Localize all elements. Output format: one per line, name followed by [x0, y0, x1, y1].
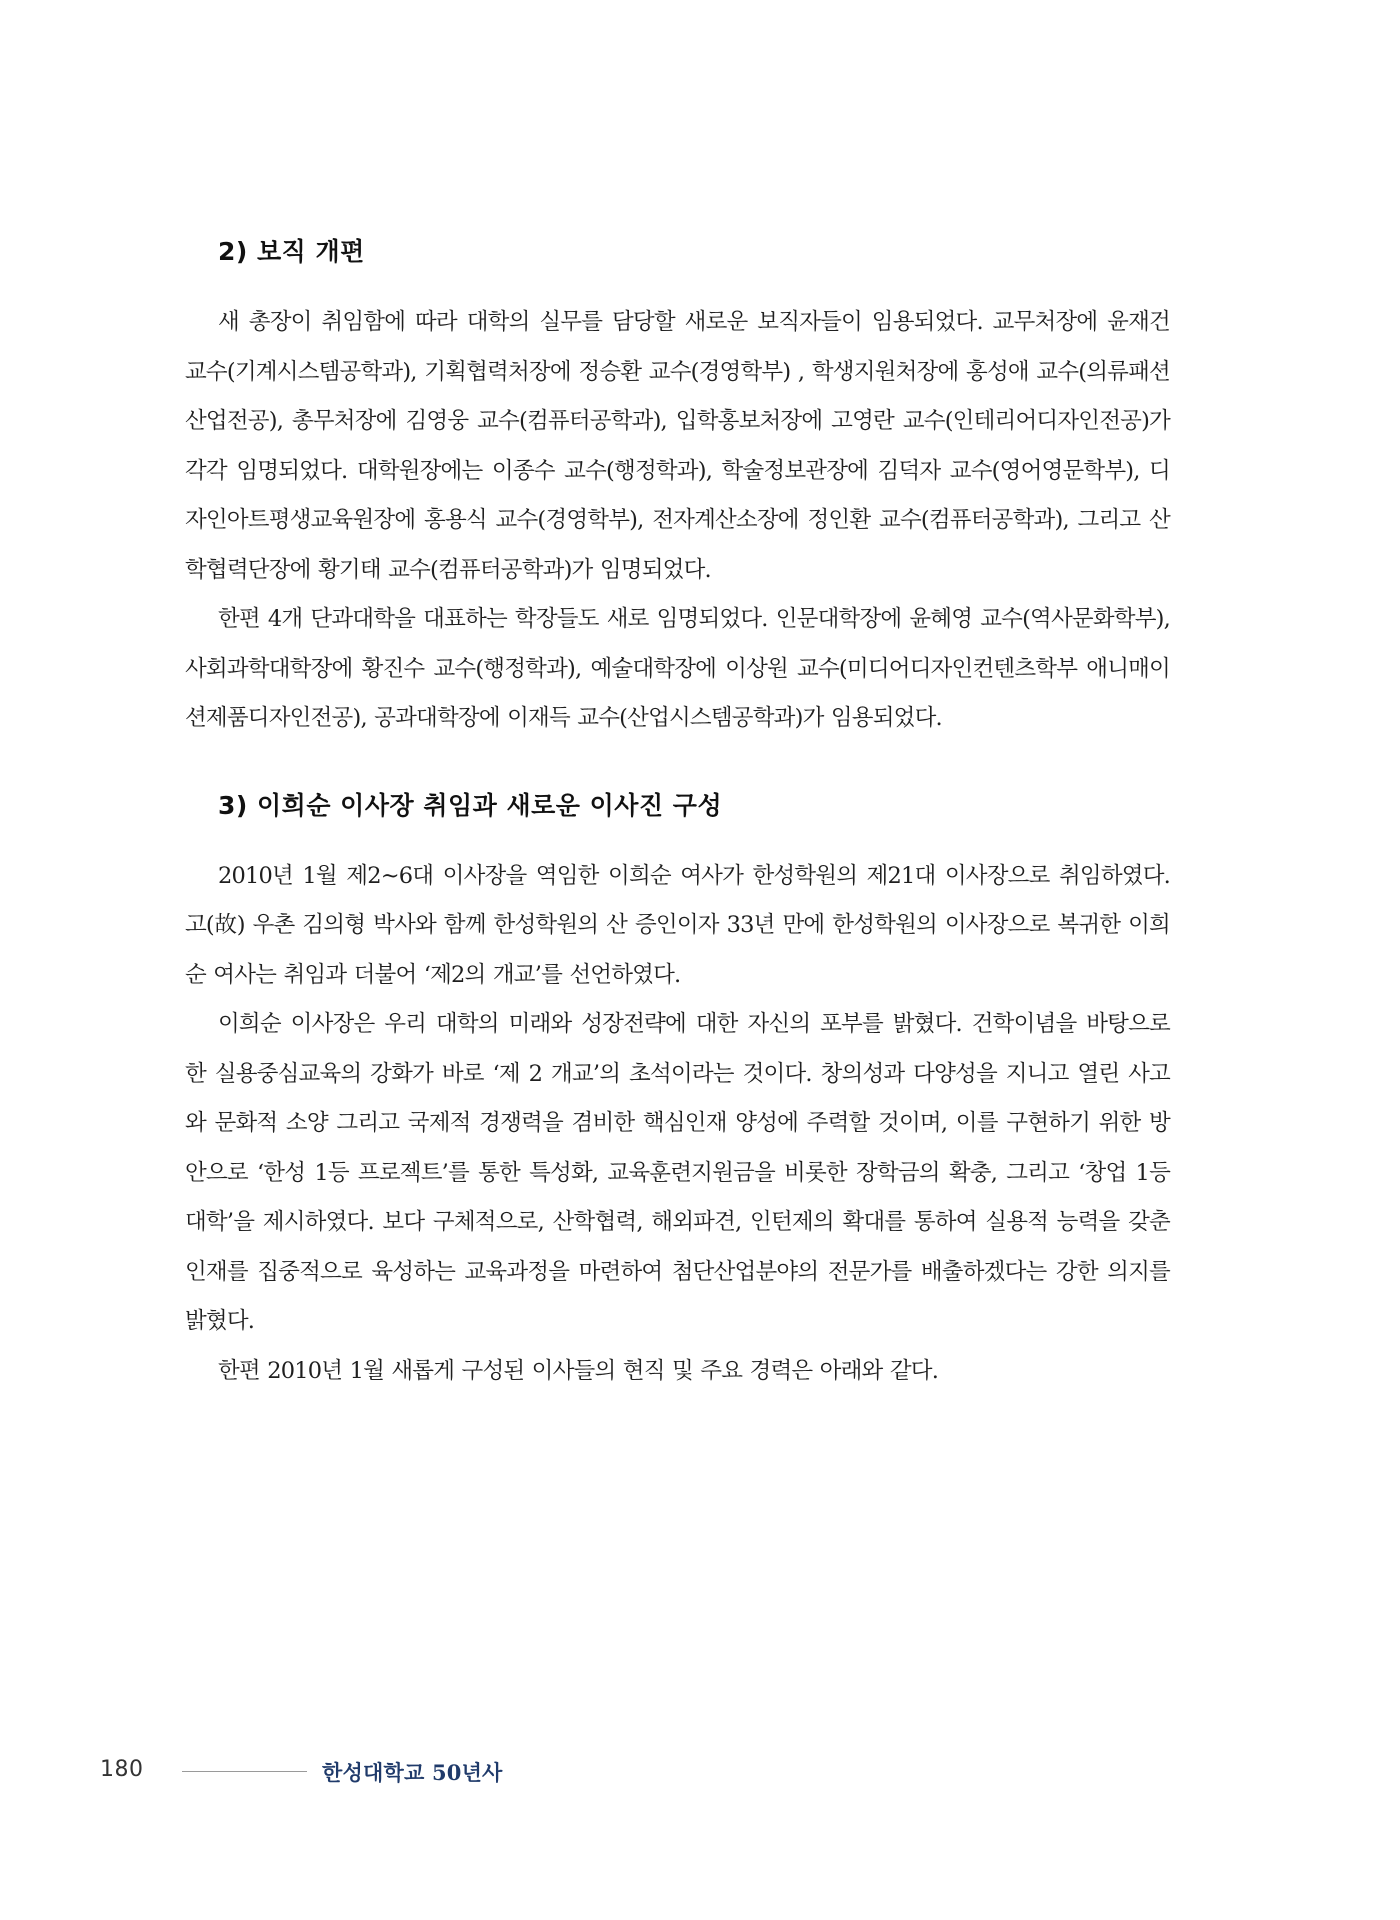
book-title: 한성대학교 50년사	[322, 1760, 503, 1785]
section-heading: 3) 이희순 이사장 취임과 새로운 이사진 구성	[218, 790, 723, 820]
section-heading: 2) 보직 개편	[218, 237, 365, 266]
paragraph: 새 총장이 취임함에 따라 대학의 실무를 담당할 새로운 보직자들이 임용되었다. 교무처장에 윤재건 교수(기계시스템공학과), 기획협력처장에 정승환 교수(경영학부) , 학생지원처장에 홍성애 교수(의류패션산업전공), 총무처장에 김영웅 교수(컴퓨터공학과), 입학홍보처장에 고영란 교수(인테리어디자인전공)가 각각 임명되었다. 대학원장에는 이종수 교수(행정학과), 학술정보관장에 김덕자 교수(영어영문학부), 디자인아트평생교육원장에 홍용식 교수(경영학부), 전자계산소장에 정인환 교수(컴퓨터공학과), 그리고 산학협력단장에 황기태 교수(컴퓨터공학과)가 임명되었다.	[185, 309, 1170, 583]
page-number: 180	[100, 1757, 144, 1782]
section-board-chair-inauguration	[185, 786, 1170, 1397]
paragraph: 2010년 1월 제2~6대 이사장을 역임한 이희순 여사가 한성학원의 제21대 이사장으로 취임하였다. 고(故) 우촌 김의형 박사와 함께 한성학원의 산 증인이자 33년 만에 한성학원의 이사장으로 복귀한 이희순 여사는 취임과 더불어 ‘제2의 개교’를 선언하였다.	[185, 862, 1170, 988]
paragraph: 한편 4개 단과대학을 대표하는 학장들도 새로 임명되었다. 인문대학장에 윤혜영 교수(역사문화학부), 사회과학대학장에 황진수 교수(행정학과), 예술대학장에 이상원 교수(미디어디자인컨텐츠학부 애니매이션제품디자인전공), 공과대학장에 이재득 교수(산업시스템공학과)가 임용되었다.	[185, 606, 1170, 731]
page-content	[185, 232, 1170, 1396]
footer-divider	[182, 1771, 307, 1772]
section-staff-reorganization	[185, 232, 1170, 744]
paragraph: 한편 2010년 1월 새롭게 구성된 이사들의 현직 및 주요 경력은 아래와 같다.	[218, 1357, 939, 1384]
paragraph: 이희순 이사장은 우리 대학의 미래와 성장전략에 대한 자신의 포부를 밝혔다. 건학이념을 바탕으로 한 실용중심교육의 강화가 바로 ‘제 2 개교’의 초석이라는 것이다. 창의성과 다양성을 지니고 열린 사고와 문화적 소양 그리고 국제적 경쟁력을 겸비한 핵심인재 양성에 주력할 것이며, 이를 구현하기 위한 방안으로 ‘한성 1등 프로젝트’를 통한 특성화, 교육훈련지원금을 비롯한 장학금의 확충, 그리고 ‘창업 1등 대학’을 제시하였다. 보다 구체적으로, 산학협력, 해외파견, 인턴제의 확대를 통하여 실용적 능력을 갖춘 인재를 집중적으로 육성하는 교육과정을 마련하여 첨단산업분야의 전문가를 배출하겠다는 강한 의지를 밝혔다.	[185, 1011, 1170, 1334]
page-footer	[100, 1757, 700, 1797]
